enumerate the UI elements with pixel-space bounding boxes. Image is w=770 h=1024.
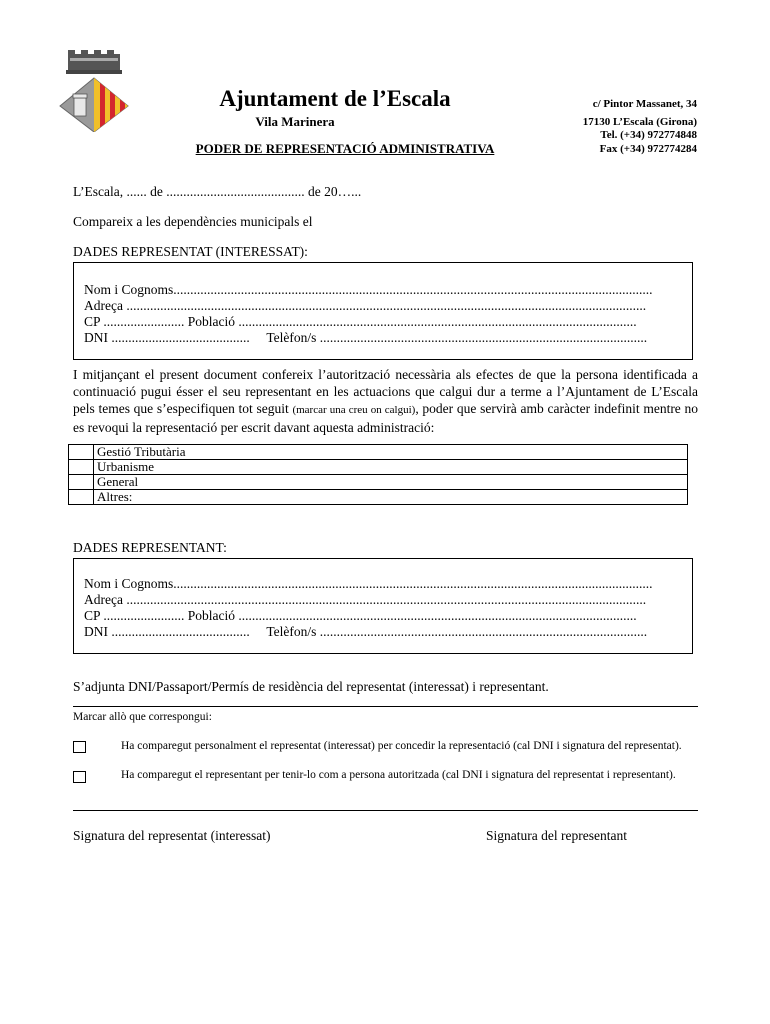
authorization-paragraph xyxy=(73,366,698,436)
table-row xyxy=(69,475,688,490)
representant-dni-phone-field[interactable]: DNI ......................................... Telèfon/s ................................................................................................. xyxy=(84,624,648,639)
interessat-cp-town-field[interactable]: CP ........................ Població ...................................................................................................................... xyxy=(84,314,637,329)
representant-cp-town-field[interactable]: CP ........................ Població ...................................................................................................................... xyxy=(84,608,637,623)
representant-address-field[interactable]: Adreça .......................................................................................................................................................... xyxy=(84,592,647,607)
interessat-name-field[interactable]: Nom i Cognoms.............................................................................................................................................. xyxy=(84,282,653,297)
appears-line: Compareix a les dependències municipals el xyxy=(73,214,313,229)
topic-label-urbanism: Urbanisme xyxy=(94,460,688,475)
signature-representant: Signatura del representant xyxy=(486,828,627,843)
statement-authorized-text: Ha comparegut el representant per tenir-lo com a persona autoritzada (cal DNI i signatura del representat i representant). xyxy=(121,769,676,781)
signature-interessat: Signatura del representat (interessat) xyxy=(73,828,271,843)
statement-personal xyxy=(73,739,698,754)
divider-bottom xyxy=(73,810,698,811)
topic-checkbox-tax[interactable] xyxy=(69,445,94,460)
statement-authorized xyxy=(73,768,698,783)
authorization-note: (marcar una creu on calgui) xyxy=(292,404,416,416)
address-phone: Tel. (+34) 972774848 xyxy=(600,129,697,141)
address-city: 17130 L’Escala (Girona) xyxy=(582,116,697,128)
table-row xyxy=(69,490,688,505)
authorization-text-end: , poder que servirà amb caràcter indefinit mentre no es revoqui la representació per escrit davant aquesta administració: xyxy=(73,401,699,435)
representant-heading: DADES REPRESENTANT: xyxy=(73,540,227,555)
representant-name-field[interactable]: Nom i Cognoms.............................................................................................................................................. xyxy=(84,576,653,591)
interessat-box xyxy=(73,262,693,360)
topic-label-tax: Gestió Tributària xyxy=(94,445,688,460)
topic-label-general: General xyxy=(94,475,688,490)
statement-personal-text: Ha comparegut personalment el representat (interessat) per concedir la representació (cal DNI i signatura del representat). xyxy=(121,740,682,752)
empty-checkbox-icon[interactable] xyxy=(73,771,86,783)
date-line: L’Escala, ...... de ......................................... de 20…... xyxy=(73,184,362,199)
empty-checkbox-icon[interactable] xyxy=(73,741,86,753)
representant-box xyxy=(73,558,693,654)
municipality-subtitle: Vila Marinera xyxy=(255,114,335,129)
address-fax: Fax (+34) 972774284 xyxy=(599,143,697,155)
interessat-address-field[interactable]: Adreça .......................................................................................................................................................... xyxy=(84,298,647,313)
table-row xyxy=(69,460,688,475)
interessat-heading: DADES REPRESENTAT (INTERESSAT): xyxy=(73,244,308,259)
mark-instruction: Marcar allò que correspongui: xyxy=(73,711,212,723)
municipality-title: Ajuntament de l’Escala xyxy=(219,86,451,111)
attachment-line: S’adjunta DNI/Passaport/Permís de residència del representat (interessat) i representant. xyxy=(73,679,549,694)
representation-topics-table xyxy=(68,444,688,505)
document-title: PODER DE REPRESENTACIÓ ADMINISTRATIVA xyxy=(195,141,495,156)
topic-checkbox-urbanism[interactable] xyxy=(69,460,94,475)
coat-of-arms-icon xyxy=(58,48,130,132)
divider-top xyxy=(73,706,698,707)
topic-checkbox-other[interactable] xyxy=(69,490,94,505)
authorization-text-start: I mitjançant el present document confereix l’autorització necessària als efectes de que la persona identificada a continuació pugui ésser el seu representant en les actuacions que calgui dur a terme a l’Ajuntament de L’Escala pels temes que s’especifiquen tot seguit xyxy=(73,367,698,416)
topic-label-other[interactable]: Altres: xyxy=(94,490,688,505)
topic-checkbox-general[interactable] xyxy=(69,475,94,490)
address-street: c/ Pintor Massanet, 34 xyxy=(592,98,697,110)
interessat-dni-phone-field[interactable]: DNI ......................................... Telèfon/s ................................................................................................. xyxy=(84,330,648,345)
table-row xyxy=(69,445,688,460)
